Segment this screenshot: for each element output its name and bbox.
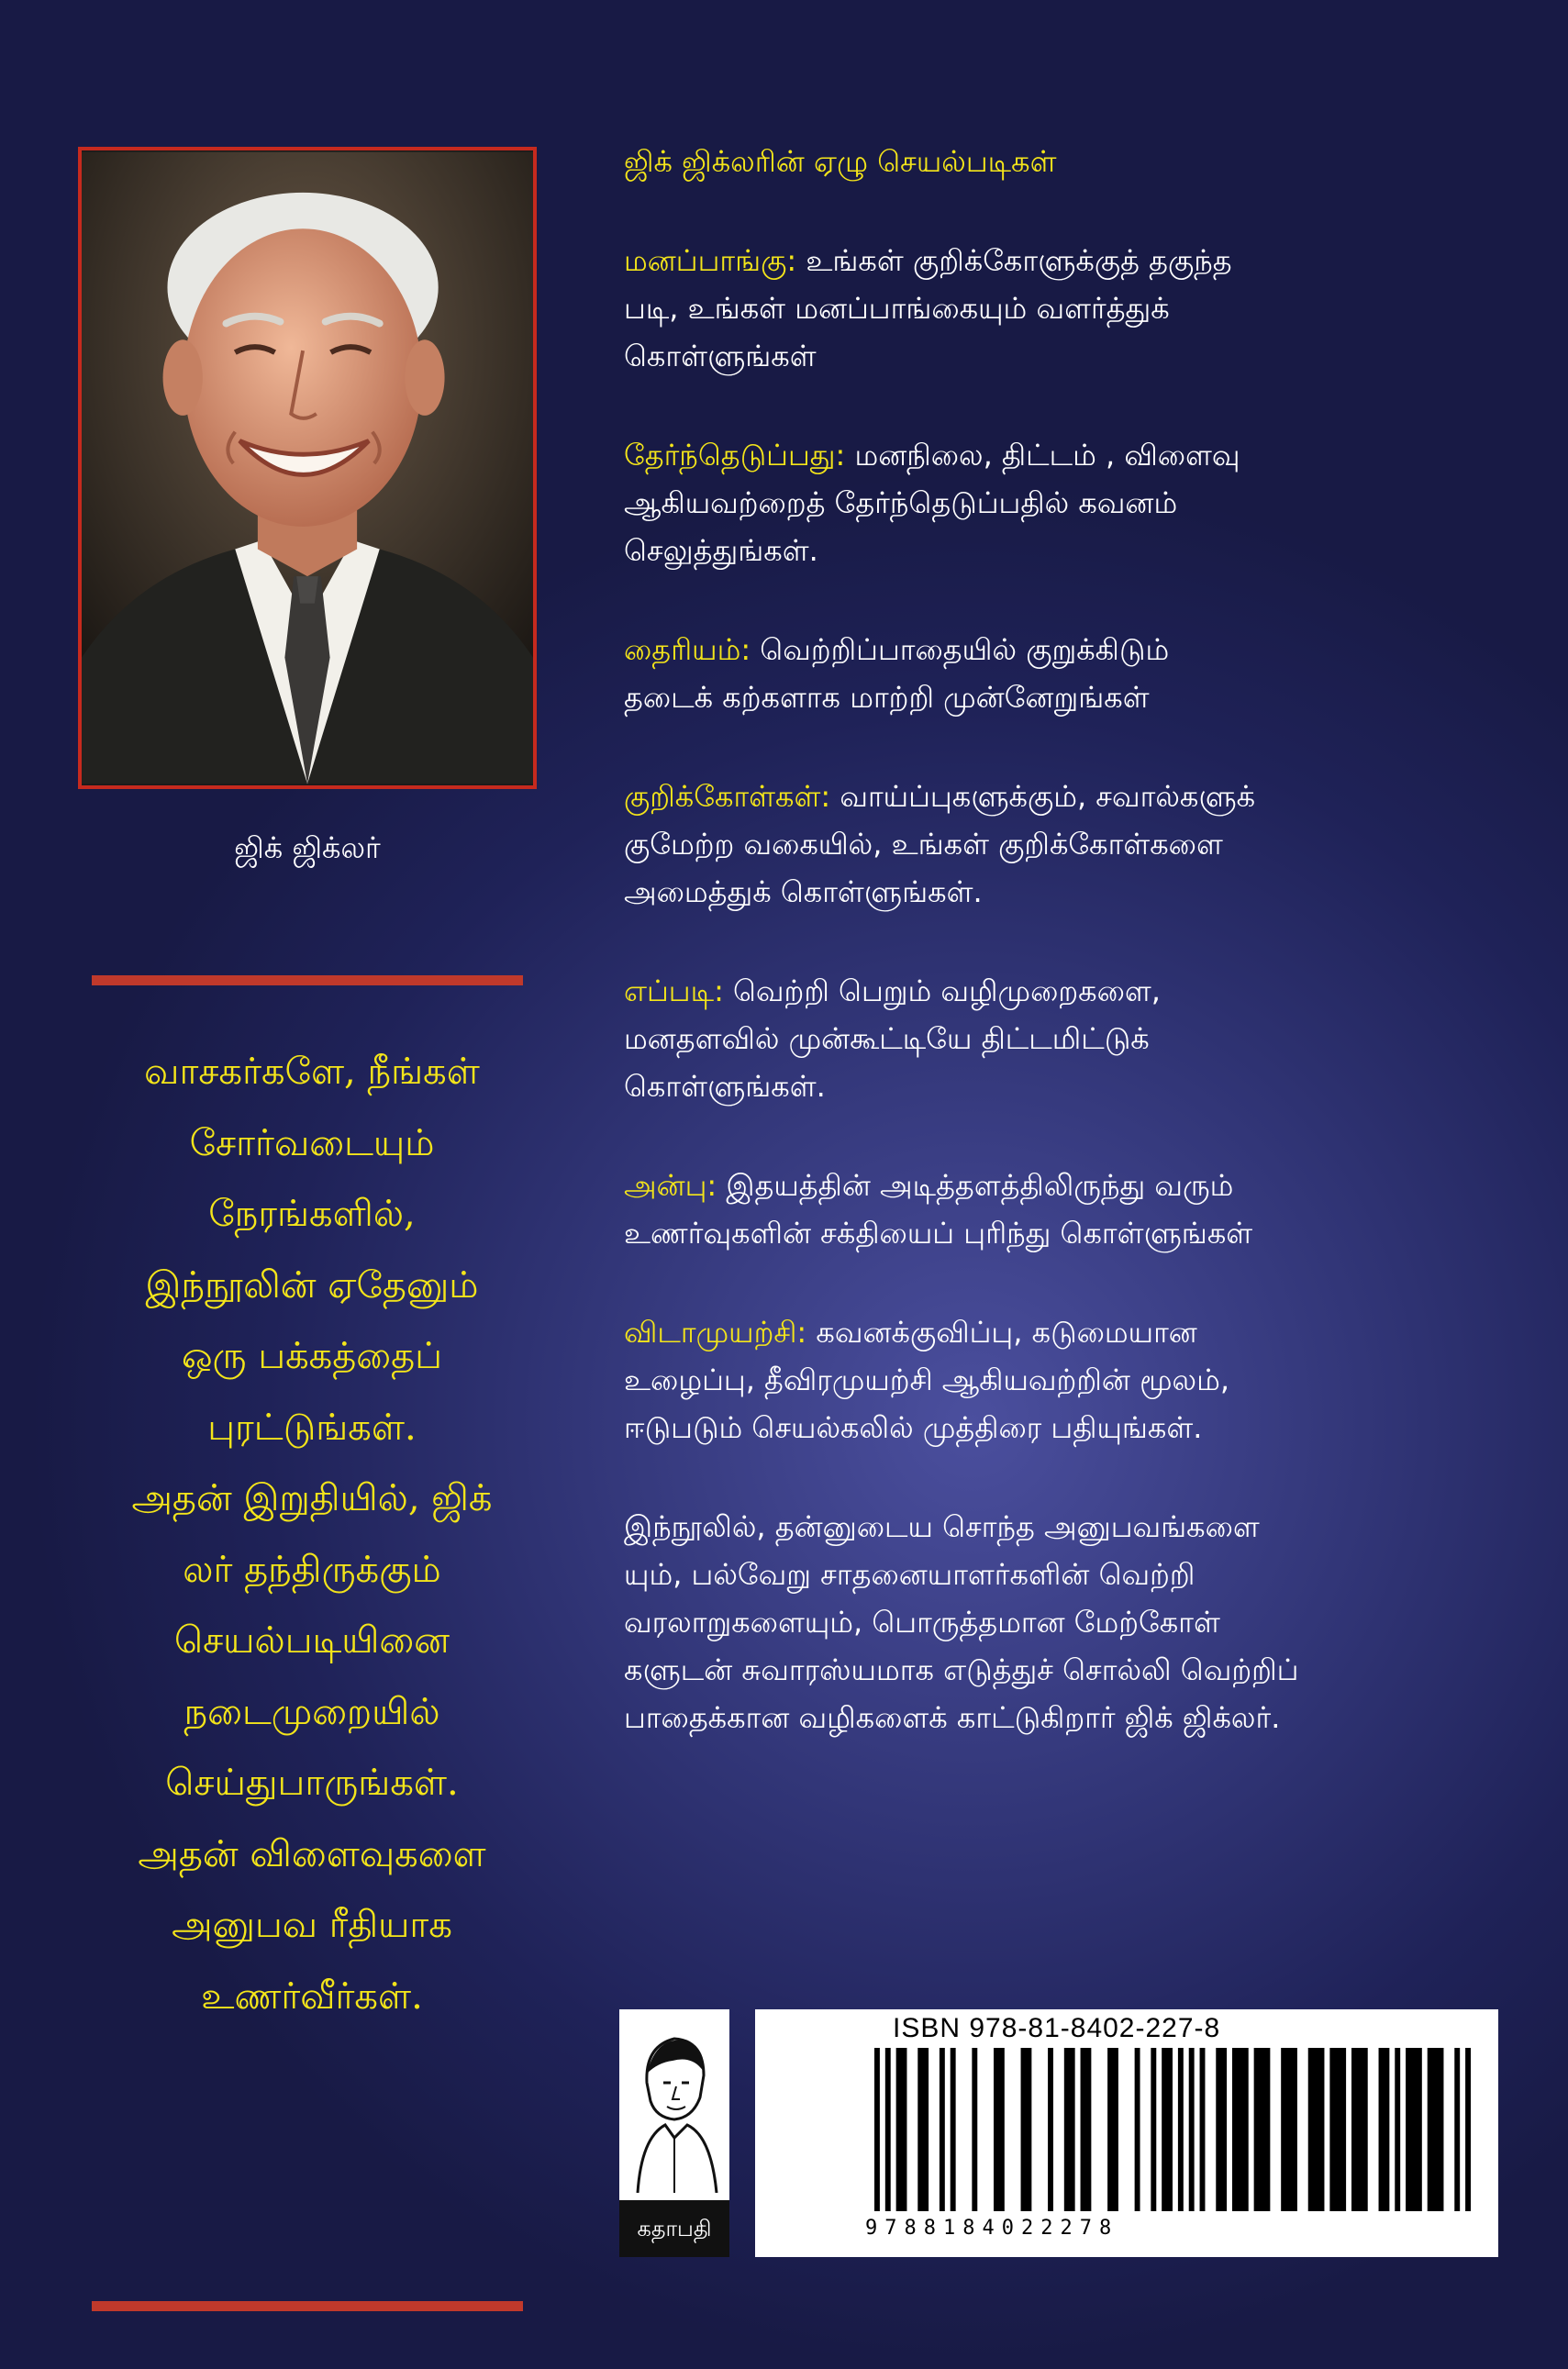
publisher-logo-icon <box>619 2009 729 2193</box>
barcode-bar <box>1064 2048 1075 2211</box>
step-item <box>624 1162 1505 1257</box>
barcode-bar <box>1406 2048 1422 2211</box>
step-text: வாய்ப்புகளுக்கும், சவால்களுக் <box>830 779 1256 814</box>
barcode-bar <box>1351 2048 1368 2211</box>
step-term: தைரியம்: <box>624 632 751 667</box>
reader-quote <box>73 1037 550 2032</box>
step-text: செலுத்துங்கள். <box>624 533 818 568</box>
barcode-bar <box>940 2048 945 2211</box>
publisher-name: கதாபதி <box>619 2200 729 2257</box>
photo-caption: ஜிக் ஜிக்லர் <box>234 830 381 865</box>
publisher-logo <box>619 2009 729 2257</box>
step-item <box>624 626 1505 721</box>
step-text: வெற்றிப்பாதையில் குறுக்கிடும் <box>751 632 1170 667</box>
quote-line: இந்நூலின் ஏதேனும் <box>145 1263 479 1307</box>
quote-line: நடைமுறையில் <box>183 1690 440 1733</box>
step-item <box>624 1308 1505 1451</box>
barcode-bar <box>972 2048 977 2211</box>
isbn-label: ISBN 978-81-8402-227-8 <box>893 2013 1221 2043</box>
barcode-bar <box>1178 2048 1184 2211</box>
barcode-bar <box>1216 2048 1227 2211</box>
barcode-bar <box>1135 2048 1140 2211</box>
quote-line: லர் தந்திருக்கும் <box>183 1548 441 1591</box>
quote-line: ஒரு பக்கத்தைப் <box>182 1335 442 1377</box>
barcode-bar <box>1329 2048 1346 2211</box>
author-portrait-illustration <box>82 150 533 785</box>
divider-top <box>92 975 523 985</box>
step-term: குறிக்கோள்கள்: <box>624 779 831 814</box>
barcode-bar <box>1151 2048 1156 2211</box>
barcode-bars <box>874 2048 1471 2211</box>
step-term: விடாமுயற்சி: <box>624 1315 807 1350</box>
quote-line: அனுபவ ரீதியாக <box>172 1904 452 1946</box>
barcode-bar <box>1428 2048 1444 2211</box>
barcode-bar <box>1395 2048 1400 2211</box>
quote-line: அதன் விளைவுகளை <box>138 1832 486 1875</box>
step-text: இதயத்தின் அடித்தளத்திலிருந்து வரும் <box>717 1168 1234 1203</box>
quote-line: அதன் இறுதியில், ஜிக் <box>131 1477 493 1519</box>
step-term: அன்பு: <box>624 1168 717 1203</box>
barcode-bar <box>951 2048 956 2211</box>
barcode-bar <box>1162 2048 1173 2211</box>
barcode-bar <box>1048 2048 1053 2211</box>
barcode-bar <box>1232 2048 1249 2211</box>
step-text: குமேற்ற வகையில், உங்கள் குறிக்கோள்களை <box>624 827 1223 862</box>
barcode-bar <box>1021 2048 1032 2211</box>
step-text: அமைத்துக் கொள்ளுங்கள். <box>624 874 983 909</box>
barcode-bar <box>1189 2048 1195 2211</box>
book-summary <box>624 1503 1505 1741</box>
summary-line: இந்நூலில், தன்னுடைய சொந்த அனுபவங்களை <box>624 1509 1260 1544</box>
barcode-bar <box>1107 2048 1118 2211</box>
barcode-bar <box>1379 2048 1390 2211</box>
step-text: கொள்ளுங்கள் <box>624 339 817 373</box>
seven-steps-section <box>624 138 1505 1741</box>
quote-line: உணர்வீர்கள். <box>201 1974 423 2018</box>
barcode-bar <box>1200 2048 1206 2211</box>
quote-line: புரட்டுங்கள். <box>207 1406 417 1449</box>
barcode-bar <box>874 2048 880 2211</box>
step-item <box>624 431 1505 574</box>
isbn-barcode <box>755 2009 1498 2257</box>
quote-line: செய்துபாருங்கள். <box>165 1762 459 1804</box>
step-item <box>624 967 1505 1110</box>
step-term: எப்படி: <box>624 973 724 1008</box>
step-term: தேர்ந்தெடுப்பது: <box>624 438 846 473</box>
barcode-bar <box>1081 2048 1092 2211</box>
step-term: மனப்பாங்கு: <box>624 243 797 278</box>
step-text: படி, உங்கள் மனப்பாங்கையும் வளர்த்துக் <box>624 291 1170 326</box>
divider-bottom <box>92 2301 523 2311</box>
barcode-bar <box>896 2048 907 2211</box>
step-item <box>624 237 1505 380</box>
step-text: கொள்ளுங்கள். <box>624 1069 826 1104</box>
step-text: வெற்றி பெறும் வழிமுறைகளை, <box>723 973 1161 1008</box>
step-text: மனநிலை, திட்டம் , விளைவு <box>845 438 1240 473</box>
quote-line: நேரங்களில், <box>208 1193 416 1235</box>
step-text: உங்கள் குறிக்கோளுக்குத் தகுந்த <box>796 243 1232 278</box>
barcode-bar <box>1281 2048 1297 2211</box>
author-photo <box>78 147 537 789</box>
step-text: ஈடுபடும் செயல்கலில் முத்திரை பதியுங்கள். <box>624 1410 1203 1445</box>
barcode-bar <box>1254 2048 1271 2211</box>
step-text: கவனக்குவிப்பு, கடுமையான <box>806 1315 1197 1350</box>
step-text: உணர்வுகளின் சக்தியைப் புரிந்து கொள்ளுங்கள் <box>624 1216 1253 1251</box>
barcode-bar <box>885 2048 891 2211</box>
summary-line: களுடன் சுவாரஸ்யமாக எடுத்துச் சொல்லி வெற்றிப் <box>624 1652 1299 1687</box>
step-text: ஆகியவற்றைத் தேர்ந்தெடுப்பதில் கவனம் <box>624 485 1178 520</box>
step-text: மனதளவில் முன்கூட்டியே திட்டமிட்டுக் <box>624 1021 1150 1056</box>
barcode-bar <box>1308 2048 1325 2211</box>
step-text: உழைப்பு, தீவிரமுயற்சி ஆகியவற்றின் மூலம், <box>624 1362 1229 1397</box>
barcode-bar <box>1454 2048 1460 2211</box>
barcode-bar <box>994 2048 1005 2211</box>
barcode-bar <box>1465 2048 1471 2211</box>
quote-line: செயல்படியினை <box>173 1619 450 1662</box>
barcode-bar <box>917 2048 929 2211</box>
barcode-number: 9788184022278 <box>865 2217 1119 2240</box>
quote-line: வாசகர்களே, நீங்கள் <box>144 1051 480 1093</box>
quote-line: சோர்வடையும் <box>189 1121 435 1164</box>
summary-line: பாதைக்கான வழிகளைக் காட்டுகிறார் ஜிக் ஜிக்லர். <box>624 1700 1281 1735</box>
summary-line: யும், பல்வேறு சாதனையாளர்களின் வெற்றி <box>624 1557 1195 1592</box>
summary-line: வரலாறுகளையும், பொருத்தமான மேற்கோள் <box>624 1605 1220 1640</box>
steps-heading: ஜிக் ஜிக்லரின் ஏழு செயல்படிகள் <box>624 144 1057 179</box>
step-text: தடைக் கற்களாக மாற்றி முன்னேறுங்கள் <box>624 680 1150 715</box>
step-item <box>624 773 1505 916</box>
